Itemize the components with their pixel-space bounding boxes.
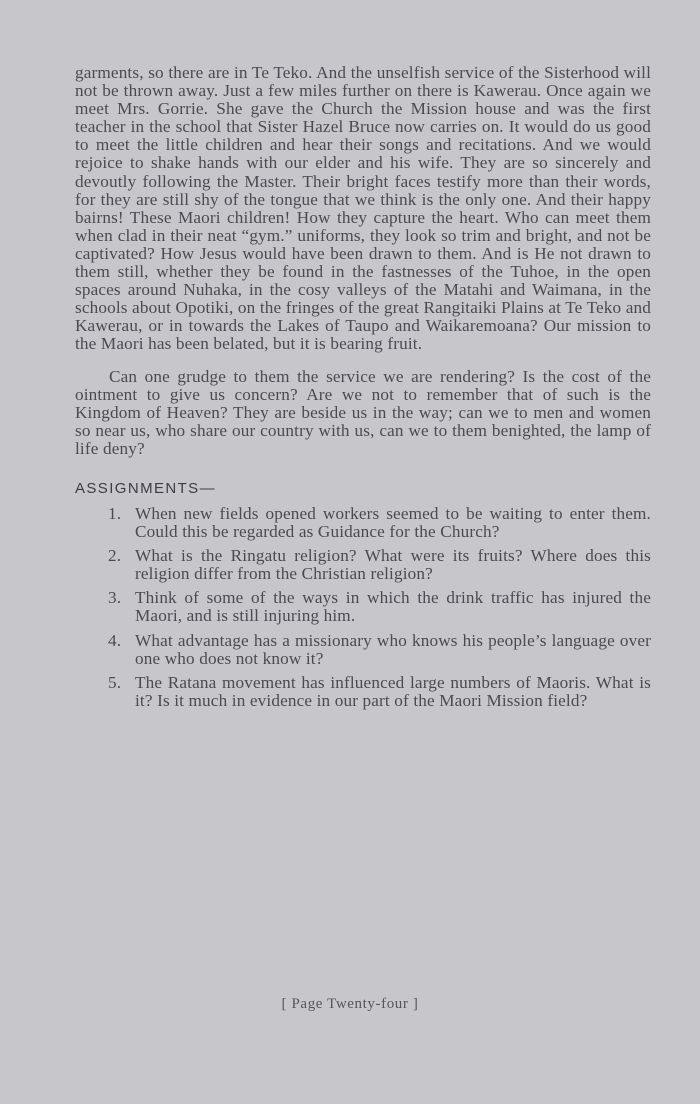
assignment-number: 1.	[108, 503, 122, 523]
body-paragraph-2: Can one grudge to them the service we are rendering? Is the cost of the ointment to give us concern? Are we not to remember that of such is the Kingdom of Heaven? They are beside us in the way; can we to men and women so near us, who share our country with us, can we to them benighted, the lamp of life deny?	[75, 366, 651, 458]
assignment-text: The Ratana movement has influenced large numbers of Maoris. What is it? Is it much in evidence in our part of the Maori Mission field?	[135, 672, 651, 710]
body-paragraph-1: garments, so there are in Te Teko. And the unselfish service of the Sisterhood will not be thrown away. Just a few miles further on there is Kawerau. Once again we meet Mrs. Gorrie. She gave the Church the Mission house and was the first teacher in the school that Sister Hazel Bruce now carries on. It would do us good to meet the little children and hear their songs and recitations. And we would rejoice to shake hands with our elder and his wife. They are so sincerely and devoutly following the Master. Their bright faces testify more than their words, for they are still shy of the tongue that we think is the only one. And their happy bairns! These Maori children! How they capture the heart. Who can meet them when clad in their neat “gym.” uniforms, they look so trim and bright, and not be captivated? How Jesus would have been drawn to them. And is He not drawn to them still, whether they be found in the fastnesses of the Tuhoe, in the open spaces around Nuhaka, in the cosy valleys of the Matahi and Waimana, in the schools about Opotiki, on the fringes of the great Rangitaiki Plains at Te Teko and Kawerau, or in towards the Lakes of Taupo and Waikaremoana? Our mission to the Maori has been belated, but it is bearing fruit.	[75, 63, 652, 354]
assignment-text: When new fields opened workers seemed to be waiting to enter them. Could this be regarded as Guidance for the Church?	[135, 503, 651, 542]
assignment-text: What is the Ringatu religion? What were its fruits? Where does this religion differ from the Christian religion?	[135, 546, 651, 584]
assignment-item-2	[75, 547, 651, 583]
assignment-item-5	[75, 674, 651, 710]
assignment-number: 2.	[108, 546, 122, 566]
assignment-item-1	[75, 505, 651, 541]
assignment-number: 5.	[108, 672, 122, 692]
assignments-heading: ASSIGNMENTS—	[75, 479, 216, 497]
assignment-text: Think of some of the ways in which the drink traffic has injured the Maori, and is still injuring him.	[135, 588, 651, 626]
assignment-number: 4.	[108, 630, 122, 650]
assignment-number: 3.	[108, 588, 122, 608]
main-text	[75, 64, 651, 716]
page-number-footer: [ Page Twenty-four ]	[281, 996, 419, 1012]
assignment-item-4	[75, 632, 651, 668]
assignment-text: What advantage has a missionary who knows his people’s language over one who does not know it?	[135, 630, 651, 668]
assignments-list	[75, 505, 651, 710]
assignment-item-3	[75, 589, 651, 625]
